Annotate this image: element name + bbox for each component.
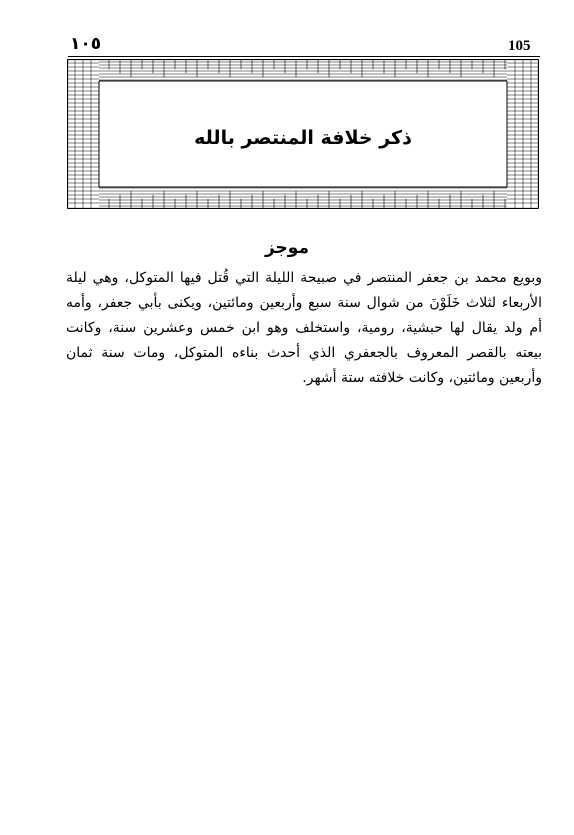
page-number-arabic: ١٠٥ bbox=[70, 34, 102, 54]
section-heading: موجز bbox=[264, 238, 309, 258]
chapter-title-frame bbox=[67, 59, 539, 209]
page-number-latin: 105 bbox=[508, 38, 531, 54]
header-rule bbox=[68, 56, 540, 57]
body-paragraph-container bbox=[66, 266, 542, 391]
body-paragraph: وبويع محمد بن جعفر المنتصر في صبيحة الليلة التي قُتل فيها المتوكل، وهي ليلة الأربعاء لثلاث خَلَوْنَ من شوال سنة سبع وأربعين ومائتين، ويكنى بأبي جعفر، وأمه أم ولد يقال لها حبشية، رومية، واستخلف وهو ابن خمس وعشرين سنة، وكانت بيعته بالقصر المعروف بالجعفري الذي أحدث بناءه المتوكل، ومات سنة ثمان وأربعين ومائتين، وكانت خلافته ستة أشهر. bbox=[66, 270, 542, 386]
chapter-title: ذكر خلافة المنتصر بالله bbox=[194, 127, 412, 149]
